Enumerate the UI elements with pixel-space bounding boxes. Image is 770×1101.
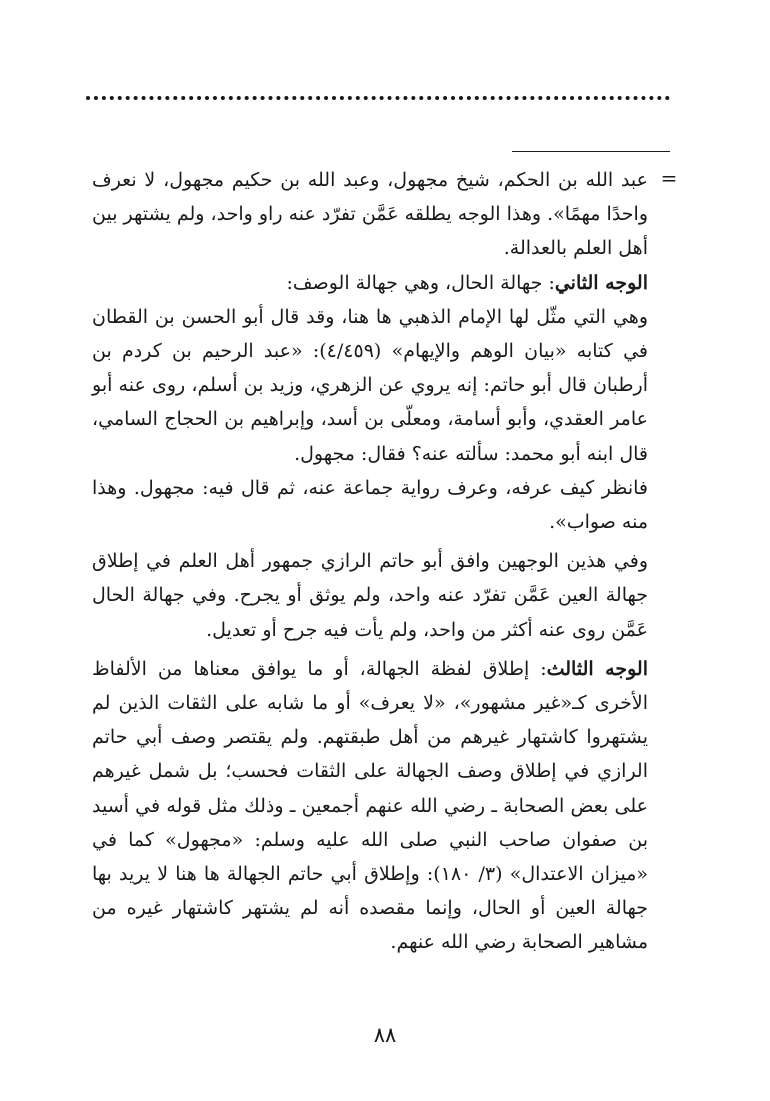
- page-number: ٨٨: [373, 1023, 397, 1047]
- section-2-heading-label: الوجه الثاني: [554, 271, 648, 294]
- section-3-text: : إطلاق لفظة الجهالة، أو ما يوافق معناها من الألفاظ الأخرى كـ«غير مشهور»، «لا يعرف» أو ما شابه على الثقات الذين لم يشتهروا كاشتهار غيرهم من أهل طبقتهم. ولم يقتصر وصف أبي حاتم الرازي في إطلاق وصف الجهالة على الثقات فحسب؛ بل شمل غيرهم على بعض الصحابة ـ رضي الله عنهم أجمعين ـ وذلك مثل قوله في أسيد بن صفوان صاحب النبي صلى الله عليه وسلم: «مجهول» كما في «ميزان الاعتدال» (٣/ ١٨٠): وإطلاق أبي حاتم الجهالة ها هنا لا يريد بها جهالة العين أو الحال، وإنما مقصده أنه لم يشتهر كاشتهار غيره من مشاهير الصحابة رضي الله عنهم.: [92, 657, 649, 954]
- section-2-heading-rest: : جهالة الحال، وهي جهالة الوصف:: [286, 271, 555, 294]
- section-2-paragraph-2: فانظر كيف عرفه، وعرف رواية جماعة عنه، ثم قال فيه: مجهول. وهذا منه صواب».: [92, 476, 648, 534]
- section-2-heading: [92, 266, 648, 300]
- section-2-paragraph-3: وفي هذين الوجهين وافق أبو حاتم الرازي جمهور أهل العلم في إطلاق جهالة العين عَمَّن تفرّد عنه واحد، ولم يوثق أو يجرح. وفي جهالة الحال عَمَّن روى عنه أكثر من واحد، ولم يأت فيه جرح أو تعديل.: [92, 550, 648, 641]
- section-3-heading-label: الوجه الثالث: [546, 657, 648, 680]
- section-2-paragraph-1: وهي التي مثّل لها الإمام الذهبي ها هنا، وقد قال أبو الحسن بن القطان في كتابه «بيان الوهم والإيهام» (٤/٤٥٩): «عبد الرحيم بن كردم بن أرطبان قال أبو حاتم: إنه يروي عن الزهري، وزيد بن أسلم، روى عنه أبو عامر العقدي، وأبو أسامة، ومعلّى بن أسد، وإبراهيم بن الحجاج السامي، قال ابنه أبو محمد: سألته عنه؟ فقال: مجهول.: [92, 305, 648, 465]
- footnote-separator: [512, 151, 670, 152]
- page-body: [92, 163, 648, 960]
- footnote-continuation: عبد الله بن الحكم، شيخ مجهول، وعبد الله بن حكيم مجهول، لا نعرف واحدًا مهمًا». وهذا الوجه يطلقه عَمَّن تفرّد عنه راو واحد، ولم يشتهر بين أهل العلم بالعدالة.: [92, 169, 648, 260]
- section-3-paragraph: [92, 652, 648, 960]
- header-dotted-rule: [86, 96, 670, 100]
- continuation-mark: =: [660, 166, 678, 190]
